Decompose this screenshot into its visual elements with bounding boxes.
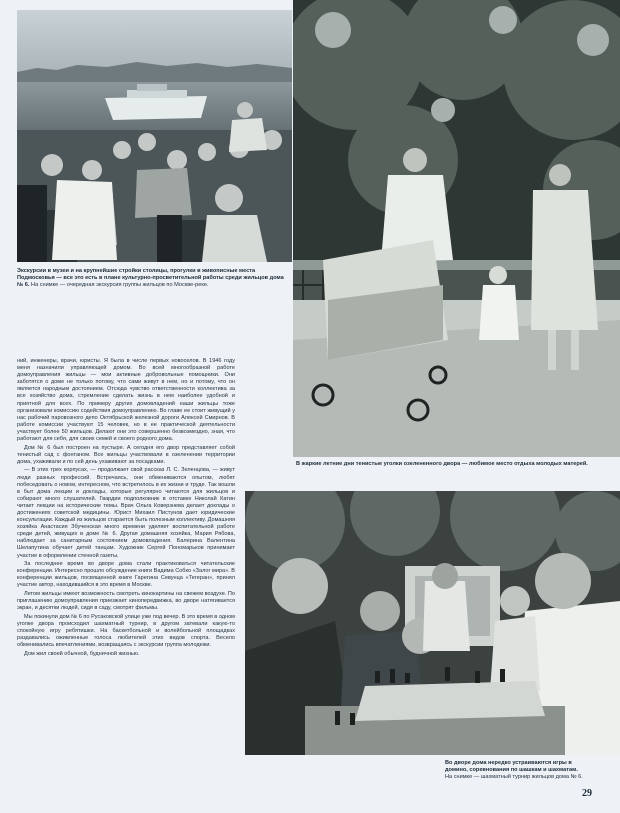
article-paragraph: — В этих трех корпусах, — продолжает свой рассказ Л. С. Зеленцова, — живут люди разных профессий. Встречаясь, они обмениваются опытом, любят побеседовать о новом, интересном, что встретилось в их жизни и труде. Так вошли в быт дома лекции и доклады, которые регулярно читаются для жильцов и собирают много слушателей. Гвардии подполковник в отставке Николай Катин читает лекции на исторические темы. Врач Ольга Коверзнева делает доклады о достижениях советской медицины. Юрист Михаил Пистунов дает юридические консультации. Каждый из жильцов старается быть полезным коллективу. Домашняя хозяйка Анастасия Збученская много времени уделяет воспитательной работе среди детей, живущих в доме № 6. Другая домашняя хозяйка, Мария Рябова, наблюдает за санитарным состоянием домовладения. Балерина Валентина Шелапутина обучает детей танцам. Художник Сергей Пономарьков принимает участие в оформлении стенной газеты.: [17, 467, 235, 559]
article-body: [17, 358, 235, 788]
excursion-caption: [17, 268, 290, 290]
article-paragraph: Дом № 6 был построен на пустыре. А сегодня его двор представляет собой тенистый сад с фонтаном. Все жильцы участвовали в озеленении территории дома, ухаживали и по сей день ухаживают за посадками.: [17, 444, 235, 465]
article-paragraph: Мы покинули дом № 6 по Русаковской улице уже под вечер. В это время в одном уголке двора происходил шахматный турнир, в другом затевали какую-то спокойную игру ребятишки. На баскетбольной и волейбольной площадках раздавались оживленные голоса любителей этих видов спорта. Весело обменивались впечатлениями, возвращаясь с экскурсии группа молодежи.: [17, 613, 235, 649]
excursion-photo: [17, 10, 292, 262]
mothers-photo: [293, 0, 620, 457]
chess-caption: [445, 760, 583, 782]
chess-caption-main: Во дворе дома нередко устраиваются игры в домино, соревнования по шашкам и шахматам.: [445, 760, 578, 774]
page-number: 29: [582, 788, 592, 799]
mothers-with-pram-photo-icon: [293, 0, 620, 457]
excursion-caption-main: Экскурсии в музеи и на крупнейшие стройки столицы, прогулки в живописные места Подмосковья — все это есть в плане культурно-просветительной работы среди жильцов дома № 6.: [17, 268, 284, 289]
article-paragraph: За последнее время во дворе дома стали практиковаться читательские конференции. Интересно прошло обсуждение книги Вадима Собко «Залог мира». В конференции жильцов, посвященной книге Гарегина Севунца «Тегеран», принял участие автор, находившийся в это время в Москве.: [17, 561, 235, 589]
article-paragraph: Летом жильцы имеют возможность смотреть кинокартины на свежем воздухе. По приглашению домоуправления приезжает кинопередвижка, во дворе натягивается экран, и десятки людей, сидя в саду, смотрят фильмы.: [17, 591, 235, 612]
mothers-caption-main: В жаркие летние дни тенистые уголки озелененного двора — любимое место отдыха молодых матерей.: [296, 461, 588, 467]
chess-caption-sub: На снимке — шахматный турнир жильцов дома № 6.: [445, 774, 583, 781]
article-paragraph: ний, инженеры, врачи, юристы. Я была в числе первых новоселов. В 1946 году меня назначили управляющей домом. Во всей многообразной работе домоуправления жильцы — мои активные добровольные помощники. Они заботятся о доме не только потому, что сами живут в нем, но и потому, что он является народным достоянием. Отсюда чувство ответственности коллектива за все хозяйство дома, стремление сделать жизнь в нем наиболее удобной и приятной для всех. По примеру других домовладений наши жильцы тоже организовали комиссию содействия домоуправлению. Во главе ее стоит живущий у нас рабочий паровозного депо Октябрьской железной дороги Алексей Смирнов. В работе комиссии участвуют 15 человек, но в ее практической деятельности участвует более 50 жильцов. Делают они это совершенно безвозмездно, зная, что работают для себя, для своих семей и своего родного дома.: [17, 358, 235, 443]
chess-photo: [245, 491, 620, 755]
excursion-caption-sub: На снимке — очередная экскурсия группы жильцов по Москве-реке.: [31, 282, 209, 289]
boat-excursion-photo-icon: [17, 10, 292, 262]
mothers-caption: [296, 461, 612, 468]
article-paragraph: Дом жил своей обычной, будничной жизнью.: [24, 650, 140, 657]
chess-tournament-photo-icon: [245, 491, 620, 755]
